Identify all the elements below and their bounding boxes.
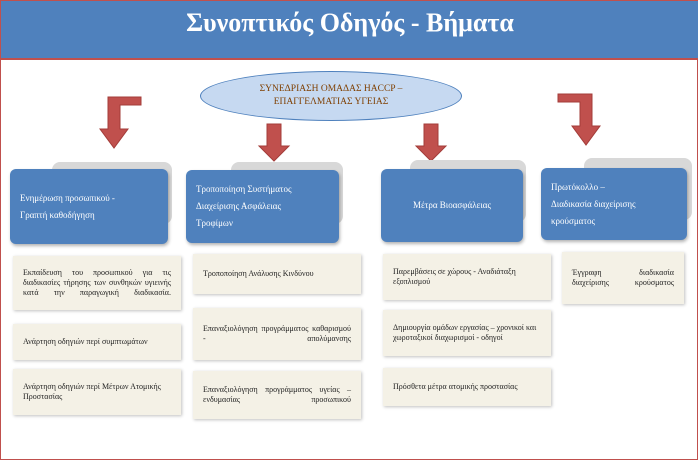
category-label: Ενημέρωση προσωπικού - Γραπτή καθοδήγηση [20, 192, 115, 220]
step-item: Παρεμβάσεις σε χώρους - Αναδιάταξη εξοπλισμού [383, 254, 551, 300]
step-item: Τροποποίηση Ανάλυσης Κινδύνου [193, 254, 361, 294]
step-item: Επαναξιολόγηση προγράμματος καθαρισμού - απολύμανσης [193, 308, 361, 360]
category-box-food-safety-system [186, 170, 339, 243]
step-item: Δημιουργία ομάδων εργασίας – χρονικοί και χωροταξικοί διαχωρισμοί - οδηγοί [383, 310, 551, 356]
category-label: Μέτρα Βιοασφάλειας [412, 200, 492, 210]
bent-arrow-left-icon [96, 97, 142, 149]
slide-title: Συνοπτικός Οδηγός - Βήματα [186, 8, 514, 37]
category-box-case-protocol [541, 168, 687, 240]
category-label: Πρωτόκολλο – Διαδικασία διαχείρισης κρούσματος [551, 181, 636, 226]
step-item: Ανάρτηση οδηγιών περί Μέτρων Ατομικής Προστασίας [13, 369, 181, 415]
bent-arrow-right-icon [558, 94, 608, 146]
down-arrow-icon [258, 124, 290, 162]
center-node [200, 71, 462, 121]
category-label: Τροποποίηση Συστήματος Διαχείρισης Ασφάλειας Τροφίμων [196, 184, 292, 228]
step-item: Πρόσθετα μέτρα ατομικής προστασίας [383, 368, 551, 406]
down-arrow-icon [415, 124, 447, 162]
category-box-biosecurity [381, 169, 523, 242]
step-item: Επαναξιολόγηση προγράμματος υγείας – ενδυμασίας προσωπικού [193, 371, 361, 419]
center-node-label: ΣΥΝΕΔΡΙΑΣΗ ΟΜΑΔΑΣ HACCP – ΕΠΑΓΓΕΛΜΑΤΙΑΣ ΥΓΕΙΑΣ [259, 84, 403, 107]
step-item: Ανάρτηση οδηγιών περί συμπτωμάτων [13, 324, 181, 360]
step-item: Έγγραφη διαδικασία διαχείρισης κρούσματος [562, 252, 684, 304]
category-box-staff-briefing [10, 169, 168, 244]
step-item: Εκπαίδευση του προσωπικού για τις διαδικασίες τήρησης των συνθηκών υγιεινής κατά την παραγωγική διαδικασία. [13, 256, 181, 310]
title-bar-divider [1, 58, 698, 60]
